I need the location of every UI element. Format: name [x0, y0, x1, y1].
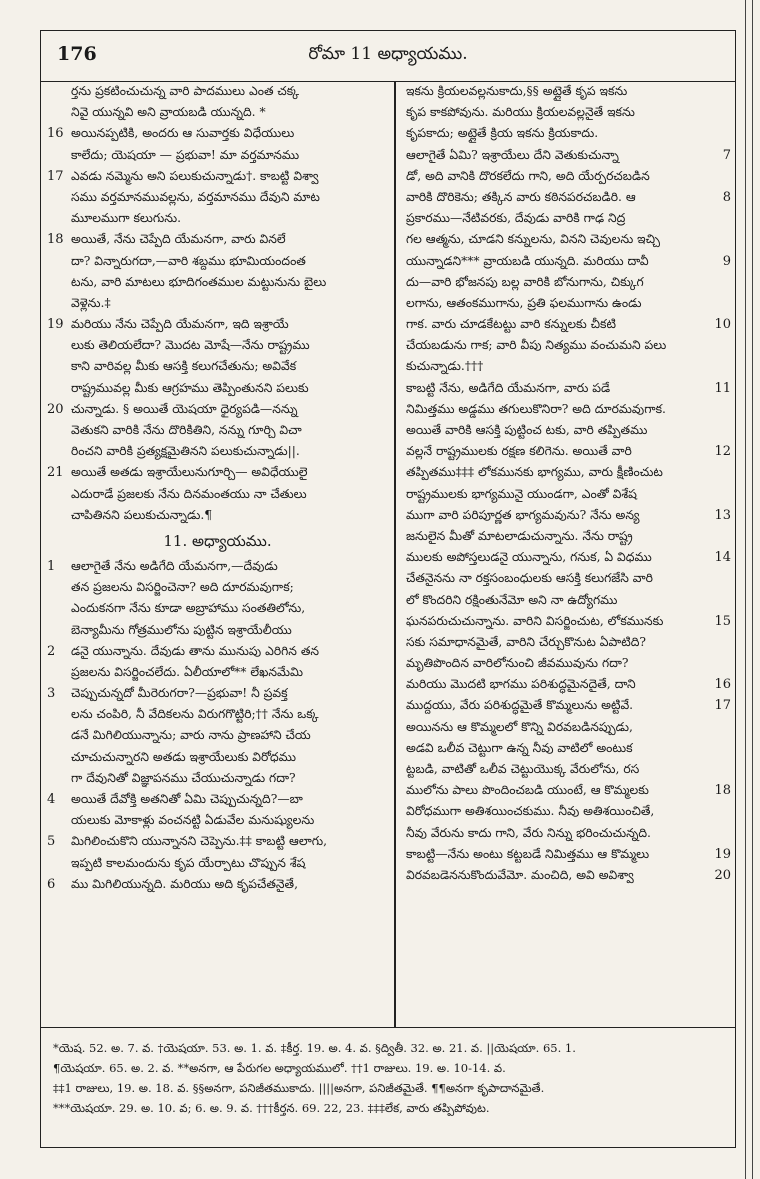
verse-number: 8 [722, 189, 731, 205]
verse-text: దు—వారి భోజనపు బల్ల వారికి బోనుగాను, చిక్కుగ [406, 274, 644, 289]
verse-text: తన ప్రజలను విసర్జించెనా? అది దూరమవుగాక; [71, 580, 294, 595]
verse-text: ఇకను క్రియలవల్లనుకాదు,§§ అట్లైతే కృప ఇకను [406, 84, 628, 98]
text-line [47, 683, 388, 704]
verse-text: వెతుకని వారికి నేను దొరికితిని, నన్ను గూర్చి విచా [71, 423, 302, 437]
text-line [400, 81, 731, 102]
verse-text: ములోను పాలు పొందించబడి యుంటే, ఆ కొమ్మలకు [406, 783, 649, 798]
text-line [400, 526, 731, 547]
verse-text: సము వర్తమానమువల్లను, వర్తమానము దేవుని మాట [71, 189, 320, 204]
footnote-line: ‡‡1 రాజులు, 19. అ. 18. వ. §§అనగా, పనిజీతముకాదు. ||||అనగా, పనిజీతమైతే. ¶¶అనగా కృపాదానమైతే. [53, 1081, 545, 1095]
text-line [47, 229, 388, 250]
verse-text: విరవబడెననుకొందువేమో. మంచిది, అవి అవిశ్వా [406, 867, 634, 882]
text-line [47, 187, 388, 208]
text-line [400, 356, 731, 377]
verse-number: 18 [714, 783, 731, 799]
text-line [400, 462, 731, 483]
text-line [47, 577, 388, 598]
text-line [47, 272, 388, 293]
text-line [400, 865, 731, 886]
verse-number: 15 [714, 613, 731, 629]
text-line [400, 208, 731, 229]
footnote-line: ¶యెషయా. 65. అ. 2. వ. **అనగా, ఆ పేరుగల అధ్యాయములో. ††1 రాజులు. 19. అ. 10-14. వ. [53, 1061, 506, 1075]
verse-number: 17 [714, 698, 731, 714]
verse-text: నివై యున్నవి అని వ్రాయబడి యున్నది. * [71, 105, 266, 120]
verse-number: 7 [722, 147, 731, 163]
verse-text: విరోధముగా అతిశయించకుము. నీవు అతిశయించితే, [406, 804, 655, 819]
verse-number: 16 [714, 677, 731, 693]
text-line [400, 187, 731, 208]
text-line [47, 102, 388, 123]
verse-text: యున్నాడని*** వ్రాయబడి యున్నది. మరియు దావీ [406, 253, 649, 268]
verse-text: కాలేదు; యెషయా — ప్రభువా! మా వర్తమానము [71, 147, 300, 162]
text-line [47, 251, 388, 272]
verse-text: ఇప్పటి కాలమందును కృప యేర్పాటు చొప్పున శేష [71, 855, 306, 870]
verse-text: గాక. వారు చూడకేటట్టు వారి కన్నులకు చీకటి [406, 317, 616, 332]
verse-text: డనై యున్నాను. దేవుడు తాను మునుపు ఎరిగిన తన [71, 643, 320, 658]
page-header [41, 31, 735, 82]
verse-number: 1 [47, 558, 56, 574]
text-line [400, 123, 731, 144]
verse-text: రాష్ట్రములకు భాగ్యమునై యుండగా, ఎంతో విశేష [406, 486, 637, 501]
verse-text: కృప కాకపోవును. మరియు క్రియలవల్లనైతే ఇకను [406, 105, 635, 120]
text-line [400, 590, 731, 611]
text-line [47, 81, 388, 102]
text-line [400, 695, 731, 716]
verse-text: మిగిలించుకొని యున్నానని చెప్పెను.‡‡ కాబట్టి ఆలాగు, [71, 834, 328, 849]
verse-text: చాపితినని పలుకుచున్నాడు.¶ [71, 507, 213, 522]
verse-text: ఘనపరుచుచున్నాను. వారిని విసర్జించుట, లోకమునకు [406, 613, 664, 628]
verse-number: 6 [47, 876, 56, 892]
verse-text: యలుకు మోకాళ్లు వంచనట్టి ఏడువేల మనుష్యులను [71, 813, 315, 828]
verse-text: బెన్యామీను గోత్రములోను పుట్టిన ఇశ్రాయేలీయు [71, 622, 292, 637]
text-line [400, 314, 731, 335]
verse-text: అయితే దేవోక్తి అతనితో ఏమి చెప్పుచున్నది?—బా [71, 792, 303, 806]
verse-number: 19 [47, 317, 64, 333]
verse-text: ఎవడు నమ్మెను అని పలుకుచున్నాడు†. కాబట్టి విశ్వా [71, 168, 319, 183]
verse-text: ప్రకారము—నేటివరకు, దేవుడు వారికి గాఢ నిద్ర [406, 211, 626, 226]
verse-text: ఆలాగైతే నేను అడిగేది యేమనగా,—దేవుడు [71, 558, 278, 573]
text-line [400, 272, 731, 293]
text-line [47, 810, 388, 831]
verse-text: కాబట్టి నేను, అడిగేది యేమనగా, వారు పడే [406, 380, 611, 395]
verse-text: దా? విన్నారుగదా,—వారి శబ్దము భూమియందంత [71, 253, 306, 268]
verse-text: ట్టబడి, వాటితో ఒలీవ చెట్టుయొక్క వేరులోను, రస [406, 762, 640, 776]
verse-text: ర్తను ప్రకటించుచున్న వారి పాదములు ఎంత చక్క [71, 84, 300, 98]
text-line [47, 505, 388, 526]
text-line [400, 759, 731, 780]
verse-number: 21 [47, 465, 64, 481]
left-column [47, 81, 388, 895]
verse-text: వల్లనే రాష్ట్రములకు రక్షణ కలిగెను. అయితే వారి [406, 444, 632, 459]
text-line [400, 568, 731, 589]
text-line [47, 641, 388, 662]
text-line [47, 747, 388, 768]
text-line [400, 547, 731, 568]
page-number: 176 [57, 43, 97, 65]
text-line [47, 356, 388, 377]
chapter-heading: 11. అధ్యాయము. [163, 531, 272, 550]
footnote-line: ***యెషయా. 29. అ. 10. వ; 6. అ. 9. వ. †††కీర్తన. 69. 22, 23. ‡‡‡లేక, వారు తప్పిపోవుట. [53, 1101, 490, 1115]
text-line [47, 145, 388, 166]
verse-number: 10 [714, 317, 731, 333]
text-line [400, 505, 731, 526]
verse-text: చున్నాడు. § అయితే యెషయా ధైర్యపడి—నన్ను [71, 401, 298, 416]
verse-text: లగాను, ఆతంకముగాను, ప్రతి ఫలముగాను ఉండు [406, 295, 642, 310]
text-line [400, 611, 731, 632]
verse-text: వారికి దొరికెను; తక్కిన వారు కఠినపరచబడిరి. ఆ [406, 189, 636, 204]
text-line [400, 166, 731, 187]
verse-text: ఎదురాడే ప్రజలకు నేను దినమంతయు నా చేతులు [71, 486, 307, 501]
verse-text: కుచున్నాడు.††† [406, 359, 484, 374]
verse-text: కాని వారివల్ల మీకు ఆసక్తి కలుగచేతును; అవివేక [71, 359, 297, 374]
text-line [400, 844, 731, 865]
verse-number: 19 [714, 846, 731, 862]
verse-text: చెప్పుచున్నదో మీరెరుగరా?—ప్రభువా! నీ ప్రవక్త [71, 686, 288, 701]
verse-text: ముగా వారి పరిపూర్ణత భాగ్యమవును? నేను అన్య [406, 507, 640, 522]
verse-text: టను, వారి మాటలు భూదిగంతముల మట్టునును బైలు [71, 274, 327, 289]
text-line [400, 399, 731, 420]
text-line [400, 335, 731, 356]
verse-number: 14 [714, 550, 731, 566]
text-line [400, 145, 731, 166]
right-column [400, 81, 731, 886]
text-line [47, 441, 388, 462]
text-line [400, 653, 731, 674]
footnotes [41, 1027, 735, 1149]
text-line [400, 801, 731, 822]
text-line [47, 484, 388, 505]
verse-text: ము మిగిలియున్నది. మరియు అది కృపచేతనైతే, [71, 876, 299, 891]
verse-text: ఆలాగైతే ఏమి? ఇశ్రాయేలు దేని వెతుకుచున్నా [406, 147, 619, 162]
verse-number: 9 [722, 253, 731, 269]
text-line [47, 420, 388, 441]
text-line [47, 853, 388, 874]
text-line [400, 780, 731, 801]
text-line [47, 378, 388, 399]
verse-text: అడవి ఒలీవ చెట్టుగా ఉన్న నీవు వాటిలో అంటుక [406, 740, 633, 755]
verse-number: 20 [714, 867, 731, 883]
text-line [47, 123, 388, 144]
text-line [47, 314, 388, 335]
verse-number: 17 [47, 168, 64, 184]
text-line [400, 229, 731, 250]
verse-number: 3 [47, 686, 56, 702]
text-line [47, 208, 388, 229]
verse-text: సకు సమాధానమైతే, వారిని చేర్చుకొనుట ఏపాటిది? [406, 634, 646, 649]
verse-text: డనే మిగిలియున్నాను; వారు నాను ప్రాణహాని చేయ [71, 728, 311, 743]
text-line [400, 420, 731, 441]
verse-number: 16 [47, 126, 64, 142]
page-frame [40, 30, 736, 1148]
verse-text: అయితే అతడు ఇశ్రాయేలునుగూర్చి— అవిధేయులై [71, 465, 308, 480]
verse-text: గా దేవునితో విజ్ఞాపనము చేయుచున్నాడు గదా? [71, 770, 296, 785]
verse-text: ప్రజలను విసర్జించలేదు. ఏలీయాలో** లేఖనమేమి [71, 664, 303, 679]
verse-text: అయినప్పటికి, అందరు ఆ సువార్తకు విధేయులు [71, 126, 295, 141]
verse-text: తప్పితము‡‡‡ లోకమునకు భాగ్యము, వారు క్షీణించుట [406, 465, 663, 480]
text-line [47, 831, 388, 852]
verse-number: 20 [47, 401, 64, 417]
page-edge-rule [745, 0, 746, 1179]
text-line [47, 704, 388, 725]
text-line [47, 462, 388, 483]
verse-text: నిమిత్తము అడ్డము తగులుకొనిరా? అది దూరమవుగాక. [406, 401, 666, 416]
verse-text: ఎందుకనగా నేను కూడా అబ్రాహాము సంతతిలోను, [71, 601, 306, 616]
verse-number: 5 [47, 834, 56, 850]
text-line [47, 768, 388, 789]
text-line [47, 598, 388, 619]
text-line [47, 293, 388, 314]
text-line [47, 620, 388, 641]
verse-text: రించని వారికి ప్రత్యక్షమైతినని పలుకుచున్నాడు||. [71, 444, 300, 459]
text-columns [41, 81, 735, 1027]
verse-text: గల ఆత్మను, చూడని కన్నులను, వినని చెవులను ఇచ్చి [406, 232, 660, 247]
verse-text: ములకు అపోస్తలుడనై యున్నాను, గనుక, ఏ విధము [406, 550, 652, 565]
text-line [400, 717, 731, 738]
text-line [47, 789, 388, 810]
verse-text: ముద్దయు, వేరు పరిశుద్ధమైతే కొమ్మలును అట్టివే. [406, 698, 634, 713]
text-line [400, 484, 731, 505]
text-line [47, 556, 388, 577]
verse-number: 4 [47, 792, 56, 807]
text-line [400, 293, 731, 314]
verse-text: మరియు మొదటి భాగము పరిశుద్ధమైనదైతే, దాని [406, 677, 636, 692]
text-line [47, 166, 388, 187]
text-line [400, 738, 731, 759]
verse-number: 11 [714, 380, 731, 396]
footnote-line: *యెష. 52. అ. 7. వ. †యెషయా. 53. అ. 1. వ. ‡కీర్త. 19. అ. 4. వ. §ద్వితీ. 32. అ. 21. వ. ||యెషయా. 65. 1. [53, 1041, 576, 1055]
verse-text: అయితే వారికి ఆసక్తి పుట్టించ టకు, వారి తప్పితము [406, 423, 648, 437]
verse-text: నీవు వేరును కాదు గాని, వేరు నిన్ను భరించుచున్నది. [406, 825, 651, 840]
text-line [47, 335, 388, 356]
verse-number: 13 [714, 507, 731, 523]
verse-text: రాష్ట్రమువల్ల మీకు ఆగ్రహము తెప్పింతునని పలుకు [71, 380, 309, 395]
verse-text: చూచుచున్నారని అతడు ఇశ్రాయేలుకు విరోధము [71, 749, 296, 764]
text-line [400, 441, 731, 462]
verse-number: 2 [47, 643, 56, 659]
running-title: రోమా 11 అధ్యాయము. [308, 44, 468, 64]
verse-text: లను చంపిరి, నీ వేదికలను విరుగగొట్టిరి;†† నేను ఒక్క [71, 707, 319, 722]
text-line [400, 674, 731, 695]
verse-number: 18 [47, 232, 64, 248]
verse-number: 12 [714, 444, 731, 460]
verse-text: కాబట్టి—నేను అంటు కట్టబడే నిమిత్తము ఆ కొమ్మలు [406, 846, 650, 861]
verse-text: లో కొందరిని రక్షింతునేమో అని నా ఉద్యోగము [406, 592, 618, 607]
page-edge-rule [752, 0, 753, 1179]
verse-text: వెళ్లెను.‡ [71, 295, 111, 310]
verse-text: చేయబడును గాక; వారి వీపు నిత్యము వంచుమని పలు [406, 338, 667, 353]
text-line [47, 662, 388, 683]
text-line [400, 102, 731, 123]
verse-text: మూలముగా కలుగును. [71, 211, 182, 226]
text-line [47, 725, 388, 746]
verse-text: లుకు తెలియలేదా? మొదట మోషే—నేను రాష్ట్రము [71, 338, 310, 353]
text-line [400, 378, 731, 399]
text-line [47, 874, 388, 895]
text-line [400, 823, 731, 844]
text-line [400, 632, 731, 653]
verse-text: అయినను ఆ కొమ్మలలో కొన్ని విరవబడినప్పుడు, [406, 719, 633, 734]
column-divider [394, 81, 396, 1027]
text-line [400, 251, 731, 272]
verse-text: చేతనైనను నా రక్తసంబంధులకు ఆసక్తి కలుగజేసి వారి [406, 571, 653, 586]
verse-text: అయితే, నేను చెప్పేది యేమనగా, వారు వినలే [71, 232, 286, 247]
verse-text: డో, అది వానికి దొరకలేదు గాని, అది యేర్పరచబడిన [406, 168, 650, 183]
text-line [47, 399, 388, 420]
verse-text: మరియు నేను చెప్పేది యేమనగా, ఇది ఇశ్రాయే [71, 317, 289, 332]
verse-text: జనులైన మీతో మాటలాడుచున్నాను. నేను రాష్ట్ర [406, 528, 633, 543]
verse-text: మృతిపొందిన వారిలోనుంచి జీవమువును గదా? [406, 656, 629, 671]
verse-text: కృపకాదు; అట్లైతే క్రియ ఇకను క్రియకాదు. [406, 126, 599, 141]
